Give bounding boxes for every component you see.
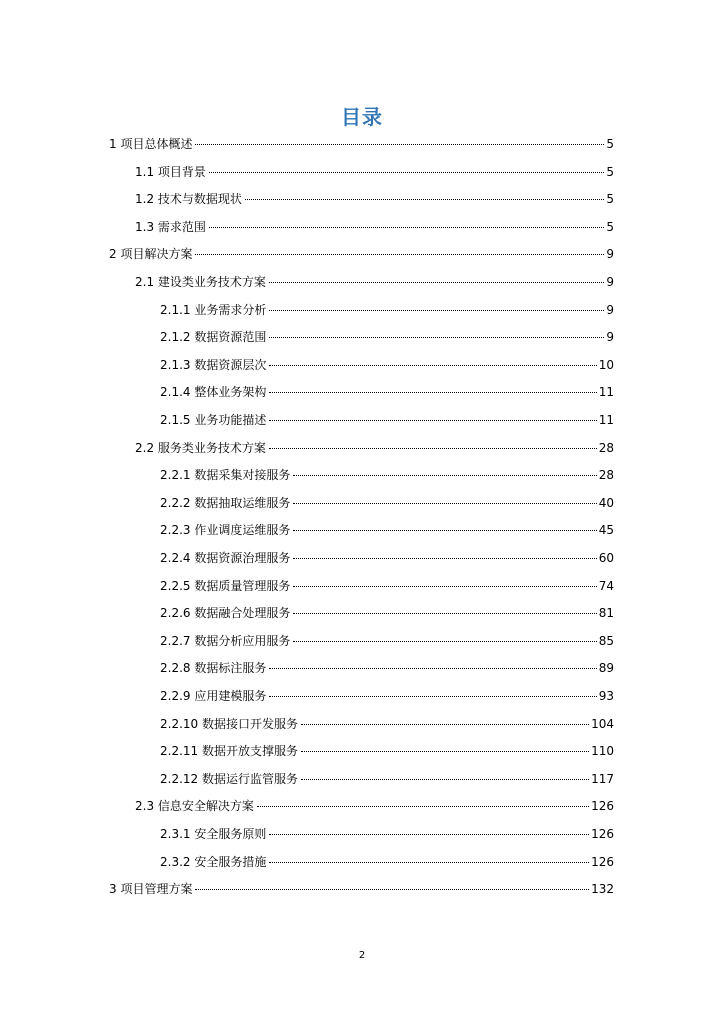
toc-entry[interactable] (160, 741, 614, 761)
toc-entry-page: 74 (598, 578, 614, 593)
toc-entry-label: 1.2 技术与数据现状 (135, 192, 242, 207)
toc-entry-page: 40 (598, 495, 614, 510)
toc-entry-page: 104 (591, 716, 614, 731)
toc-entry-label: 2.1.4 整体业务架构 (160, 385, 267, 400)
toc-entry-label: 2.2.1 数据采集对接服务 (160, 468, 291, 483)
toc-entry-label: 2.2.7 数据分析应用服务 (160, 633, 291, 648)
toc-entry-page: 60 (598, 551, 614, 565)
toc-leader-dots (269, 862, 589, 863)
toc-entry[interactable] (160, 631, 614, 651)
toc-entry-page: 11 (598, 413, 614, 427)
toc-entry-page: 9 (606, 302, 614, 317)
toc-entry-label: 1.3 需求范围 (135, 219, 206, 234)
toc-entry[interactable] (160, 410, 614, 430)
toc-entry-page: 110 (591, 744, 614, 759)
toc-leader-dots (269, 696, 596, 697)
toc-entry-label: 2.1.3 数据资源层次 (160, 357, 267, 372)
toc-entry-label: 2.2.2 数据抽取运维服务 (160, 495, 291, 510)
toc-leader-dots (269, 448, 597, 449)
toc-leader-dots (269, 420, 596, 421)
toc-leader-dots (257, 806, 589, 807)
toc-leader-dots (301, 779, 589, 780)
toc-entry-label: 2.2.8 数据标注服务 (160, 661, 267, 676)
toc-entry[interactable] (135, 162, 614, 182)
toc-entry-label: 2.2.10 数据接口开发服务 (160, 716, 298, 731)
toc-entry-label: 2.1.2 数据资源范围 (160, 330, 267, 345)
toc-entry-page: 11 (598, 385, 614, 400)
toc-leader-dots (269, 365, 596, 366)
toc-entry[interactable] (160, 327, 614, 347)
toc-leader-dots (269, 337, 604, 338)
toc-entry-label: 3 项目管理方案 (109, 882, 193, 897)
toc-entry-label: 2.3.2 安全服务措施 (160, 854, 267, 869)
toc-entry[interactable] (160, 714, 614, 734)
toc-leader-dots (195, 144, 604, 145)
toc-entry-label: 2.2.11 数据开放支撑服务 (160, 744, 298, 759)
toc-leader-dots (209, 227, 604, 228)
toc-entry[interactable] (135, 189, 614, 209)
toc-leader-dots (293, 586, 596, 587)
toc-entry[interactable] (160, 465, 614, 485)
toc-entry[interactable] (160, 355, 614, 375)
toc-leader-dots (195, 889, 589, 890)
toc-entry-label: 2.1 建设类业务技术方案 (135, 275, 266, 289)
toc-entry[interactable] (160, 548, 614, 568)
toc-entry-label: 2 项目解决方案 (109, 247, 193, 262)
toc-leader-dots (195, 254, 604, 255)
toc-entry-page: 81 (598, 606, 614, 621)
toc-entry[interactable] (160, 382, 614, 402)
toc-entry[interactable] (160, 576, 614, 596)
toc-entry-page: 28 (598, 440, 614, 455)
toc-entry-label: 2.1.5 业务功能描述 (160, 413, 267, 427)
toc-entry-label: 2.3.1 安全服务原则 (160, 827, 267, 841)
toc-entry-page: 5 (606, 219, 614, 234)
toc-entry-page: 9 (606, 247, 614, 262)
toc-entry-page: 9 (606, 275, 614, 289)
toc-entry-page: 126 (591, 827, 614, 841)
toc-entry-page: 126 (591, 854, 614, 869)
toc-leader-dots (293, 558, 596, 559)
toc-leader-dots (269, 834, 589, 835)
toc-entry-label: 2.3 信息安全解决方案 (135, 799, 254, 814)
toc-entry-label: 2.2.9 应用建模服务 (160, 689, 267, 703)
toc-entry[interactable] (135, 272, 614, 292)
toc-entry-page: 85 (598, 633, 614, 648)
toc-entry-label: 2.2.12 数据运行监管服务 (160, 771, 298, 786)
toc-entry-page: 5 (606, 192, 614, 207)
toc-entry-page: 10 (598, 357, 614, 372)
toc-title: 目录 (341, 105, 383, 129)
toc-entry[interactable] (160, 686, 614, 706)
toc-entry-label: 2.2 服务类业务技术方案 (135, 440, 266, 455)
toc-leader-dots (293, 503, 596, 504)
toc-entry-label: 2.2.4 数据资源治理服务 (160, 551, 291, 565)
toc-entry-page: 28 (598, 468, 614, 483)
toc-entry-page: 9 (606, 330, 614, 345)
toc-entry[interactable] (160, 603, 614, 623)
toc-leader-dots (293, 475, 596, 476)
toc-entry-page: 126 (591, 799, 614, 814)
toc-leader-dots (301, 724, 589, 725)
toc-leader-dots (269, 282, 604, 283)
toc-entry[interactable] (160, 520, 614, 540)
toc-entry[interactable] (160, 658, 614, 678)
toc-entry-label: 1.1 项目背景 (135, 164, 206, 179)
toc-entry-page: 132 (591, 882, 614, 897)
toc-entry[interactable] (160, 852, 614, 872)
toc-entry-page: 89 (598, 661, 614, 676)
toc-entry-page: 5 (606, 164, 614, 179)
toc-entry-label: 1 项目总体概述 (109, 137, 193, 151)
toc-leader-dots (301, 751, 589, 752)
toc-entry[interactable] (160, 769, 614, 789)
toc-entry-page: 93 (598, 689, 614, 703)
toc-leader-dots (269, 310, 604, 311)
toc-entry-label: 2.1.1 业务需求分析 (160, 302, 267, 317)
toc-leader-dots (209, 172, 604, 173)
toc-entry[interactable] (109, 244, 614, 264)
toc-entry[interactable] (109, 134, 614, 154)
toc-entry[interactable] (160, 300, 614, 320)
toc-entry-label: 2.2.3 作业调度运维服务 (160, 523, 291, 538)
toc-leader-dots (293, 613, 596, 614)
page-number: 2 (358, 950, 366, 961)
toc-leader-dots (245, 199, 604, 200)
toc-entry-label: 2.2.6 数据融合处理服务 (160, 606, 291, 621)
toc-entry-page: 45 (598, 523, 614, 538)
toc-entry[interactable] (135, 438, 614, 458)
toc-entry-page: 5 (606, 137, 614, 151)
toc-entry[interactable] (160, 493, 614, 513)
toc-entry[interactable] (109, 879, 614, 899)
toc-entry[interactable] (160, 824, 614, 844)
toc-entry[interactable] (135, 796, 614, 816)
toc-leader-dots (269, 668, 596, 669)
toc-leader-dots (293, 641, 596, 642)
toc-entry[interactable] (135, 217, 614, 237)
toc-entry-page: 117 (591, 771, 614, 786)
toc-leader-dots (269, 392, 596, 393)
toc-entry-label: 2.2.5 数据质量管理服务 (160, 578, 291, 593)
toc-leader-dots (293, 530, 596, 531)
